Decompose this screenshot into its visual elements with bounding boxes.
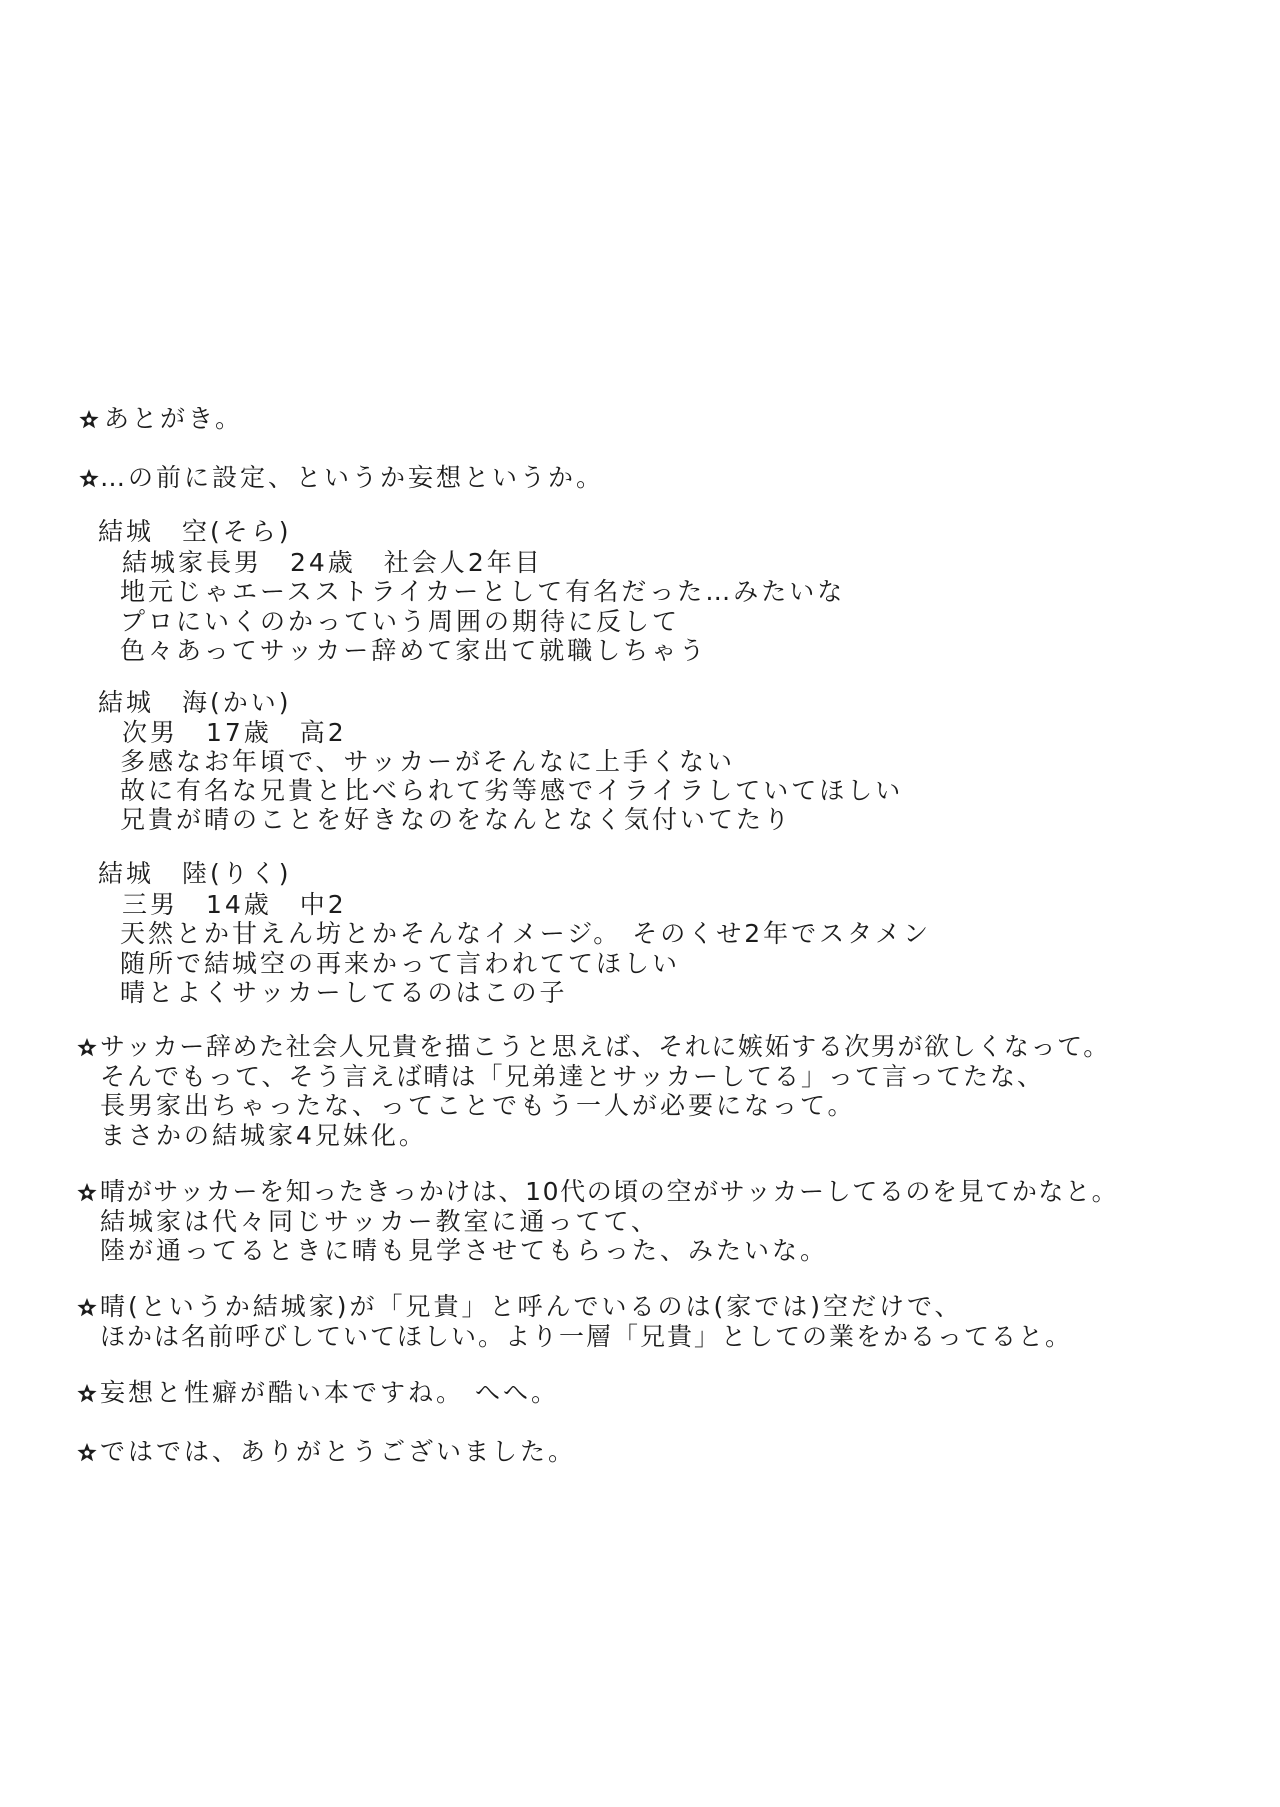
character-detail: 兄貴が晴のことを好きなのをなんとなく気付いてたり: [120, 805, 793, 834]
character-name: 結城 海(かい): [98, 688, 292, 717]
note-line: 長男家出ちゃったな、ってことでもう一人が必要になって。: [100, 1091, 856, 1120]
character-detail: 次男 17歳 高2: [122, 718, 347, 747]
character-detail: 多感なお年頃で、サッカーがそんなに上手くない: [120, 747, 736, 776]
note-line: サッカー辞めた社会人兄貴を描こうと思えば、それに嫉妬する次男が欲しくなって。: [100, 1032, 1110, 1061]
note-line: まさかの結城家4兄妹化。: [100, 1121, 427, 1150]
character-detail: 晴とよくサッカーしてるのはこの子: [120, 978, 568, 1007]
star-flower-icon: [76, 1182, 98, 1204]
star-flower-icon: [76, 1442, 98, 1464]
note-line: ほかは名前呼びしていてほしい。より一層「兄貴」としての業をかるってると。: [100, 1322, 1073, 1351]
character-detail: 地元じゃエースストライカーとして有名だった…みたいな: [120, 577, 846, 606]
note-line: そんでもって、そう言えば晴は「兄弟達とサッカーしてる」って言ってたな、: [100, 1062, 1045, 1091]
note-line: 晴(というか結城家)が「兄貴」と呼んでいるのは(家では)空だけで、: [100, 1292, 963, 1321]
star-flower-icon: [78, 409, 100, 431]
character-detail: 天然とか甘えん坊とかそんなイメージ。 そのくせ2年でスタメン: [120, 919, 932, 948]
star-flower-icon: [76, 1297, 98, 1319]
note-line: 妄想と性癖が酷い本ですね。 へへ。: [100, 1378, 559, 1407]
character-detail: 随所で結城空の再来かって言われててほしい: [120, 949, 681, 978]
character-name: 結城 空(そら): [98, 517, 292, 546]
star-flower-icon: [76, 1383, 98, 1405]
star-flower-icon: [78, 468, 100, 490]
character-detail: 三男 14歳 中2: [122, 890, 347, 919]
character-detail: 故に有名な兄貴と比べられて劣等感でイライラしていてほしい: [120, 776, 904, 805]
character-name: 結城 陸(りく): [98, 859, 292, 888]
note-line: 結城家は代々同じサッカー教室に通ってて、: [100, 1207, 660, 1236]
character-detail: 結城家長男 24歳 社会人2年目: [122, 548, 543, 577]
afterword-title: あとがき。: [104, 404, 244, 433]
character-detail: 色々あってサッカー辞めて家出て就職しちゃう: [120, 636, 708, 665]
note-line: 陸が通ってるときに晴も見学させてもらった、みたいな。: [100, 1236, 829, 1265]
character-detail: プロにいくのかっていう周囲の期待に反して: [120, 607, 681, 636]
note-line: ではでは、ありがとうございました。: [100, 1437, 577, 1466]
intro-line: …の前に設定、というか妄想というか。: [100, 463, 605, 492]
star-flower-icon: [76, 1037, 98, 1059]
note-line: 晴がサッカーを知ったきっかけは、10代の頃の空がサッカーしてるのを見てかなと。: [100, 1177, 1119, 1206]
